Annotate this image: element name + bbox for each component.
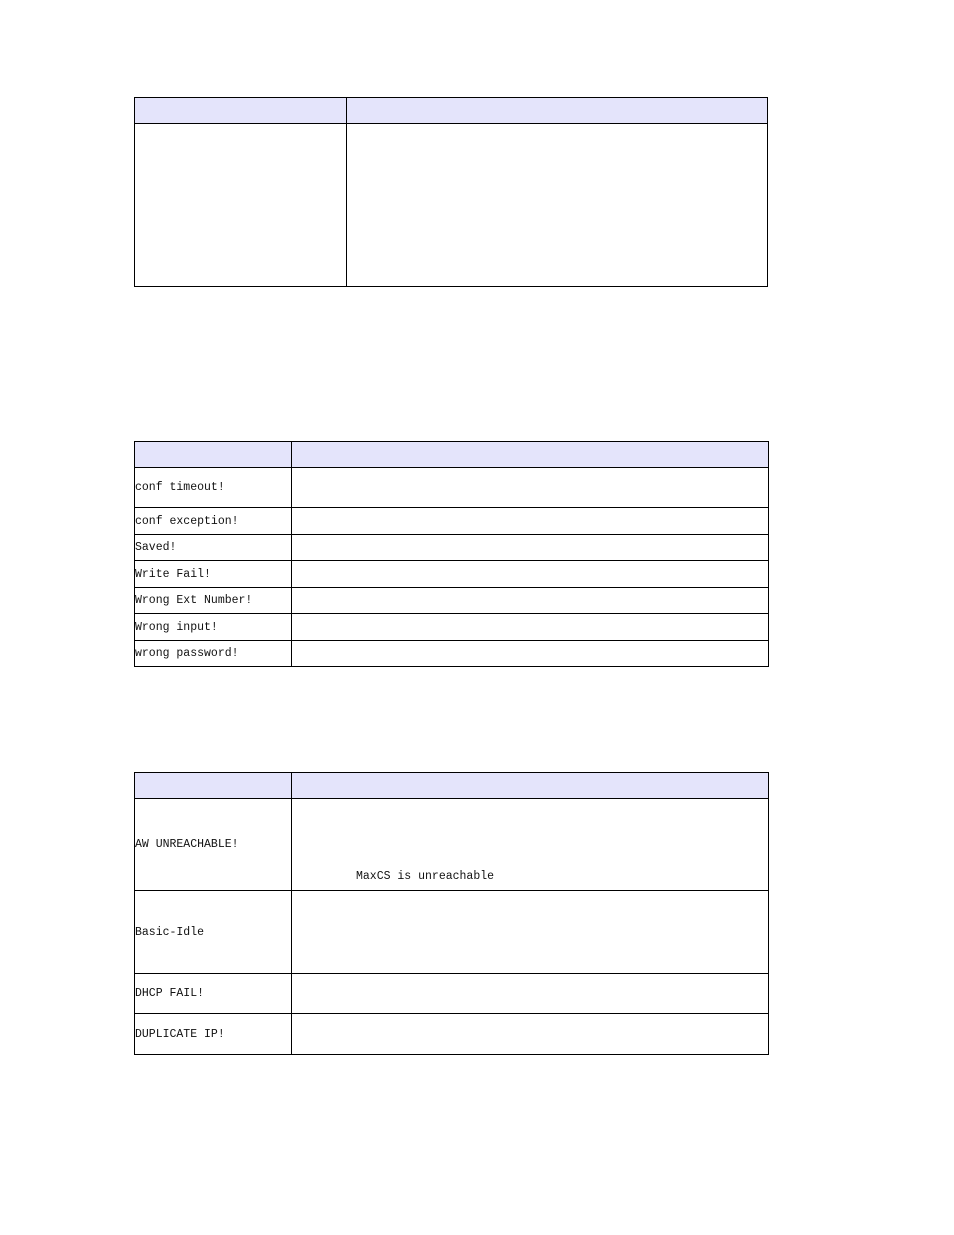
configuration-messages-table: [134, 441, 769, 667]
description-cell: [292, 1014, 769, 1055]
header-cell: [347, 98, 768, 124]
description-cell: [292, 588, 769, 614]
table-header-row: [135, 442, 769, 468]
message-cell: Basic-Idle: [135, 891, 292, 974]
table-row: [135, 891, 769, 974]
message-cell: AW UNREACHABLE!: [135, 799, 292, 891]
header-cell: [292, 442, 769, 468]
header-cell: [135, 773, 292, 799]
description-cell: [292, 535, 769, 561]
table-header-row: [135, 773, 769, 799]
table-row: [135, 799, 769, 891]
table-row: [135, 561, 769, 588]
description-cell: [292, 508, 769, 535]
table-cell: [347, 124, 768, 287]
table-row: [135, 124, 768, 287]
message-cell: Write Fail!: [135, 561, 292, 588]
header-cell: [135, 98, 347, 124]
header-cell: [135, 442, 292, 468]
table-row: [135, 974, 769, 1014]
settings-table: [134, 97, 768, 287]
message-cell: Saved!: [135, 535, 292, 561]
message-cell: conf exception!: [135, 508, 292, 535]
table-row: [135, 588, 769, 614]
description-cell: [292, 974, 769, 1014]
message-cell: Wrong input!: [135, 614, 292, 641]
table-row: [135, 535, 769, 561]
table-cell: [135, 124, 347, 287]
table-row: [135, 508, 769, 535]
table-row: [135, 1014, 769, 1055]
message-cell: Wrong Ext Number!: [135, 588, 292, 614]
message-cell: wrong password!: [135, 641, 292, 667]
description-cell: [292, 641, 769, 667]
description-cell: [292, 468, 769, 508]
table-row: [135, 614, 769, 641]
status-messages-table: [134, 772, 769, 1055]
table-header-row: [135, 98, 768, 124]
message-cell: DUPLICATE IP!: [135, 1014, 292, 1055]
description-cell: [292, 799, 769, 891]
description-cell: [292, 561, 769, 588]
header-cell: [292, 773, 769, 799]
table-row: [135, 468, 769, 508]
table-row: [135, 641, 769, 667]
description-text: MaxCS is unreachable: [356, 870, 495, 883]
message-cell: DHCP FAIL!: [135, 974, 292, 1014]
description-cell: [292, 891, 769, 974]
description-cell: [292, 614, 769, 641]
message-cell: conf timeout!: [135, 468, 292, 508]
